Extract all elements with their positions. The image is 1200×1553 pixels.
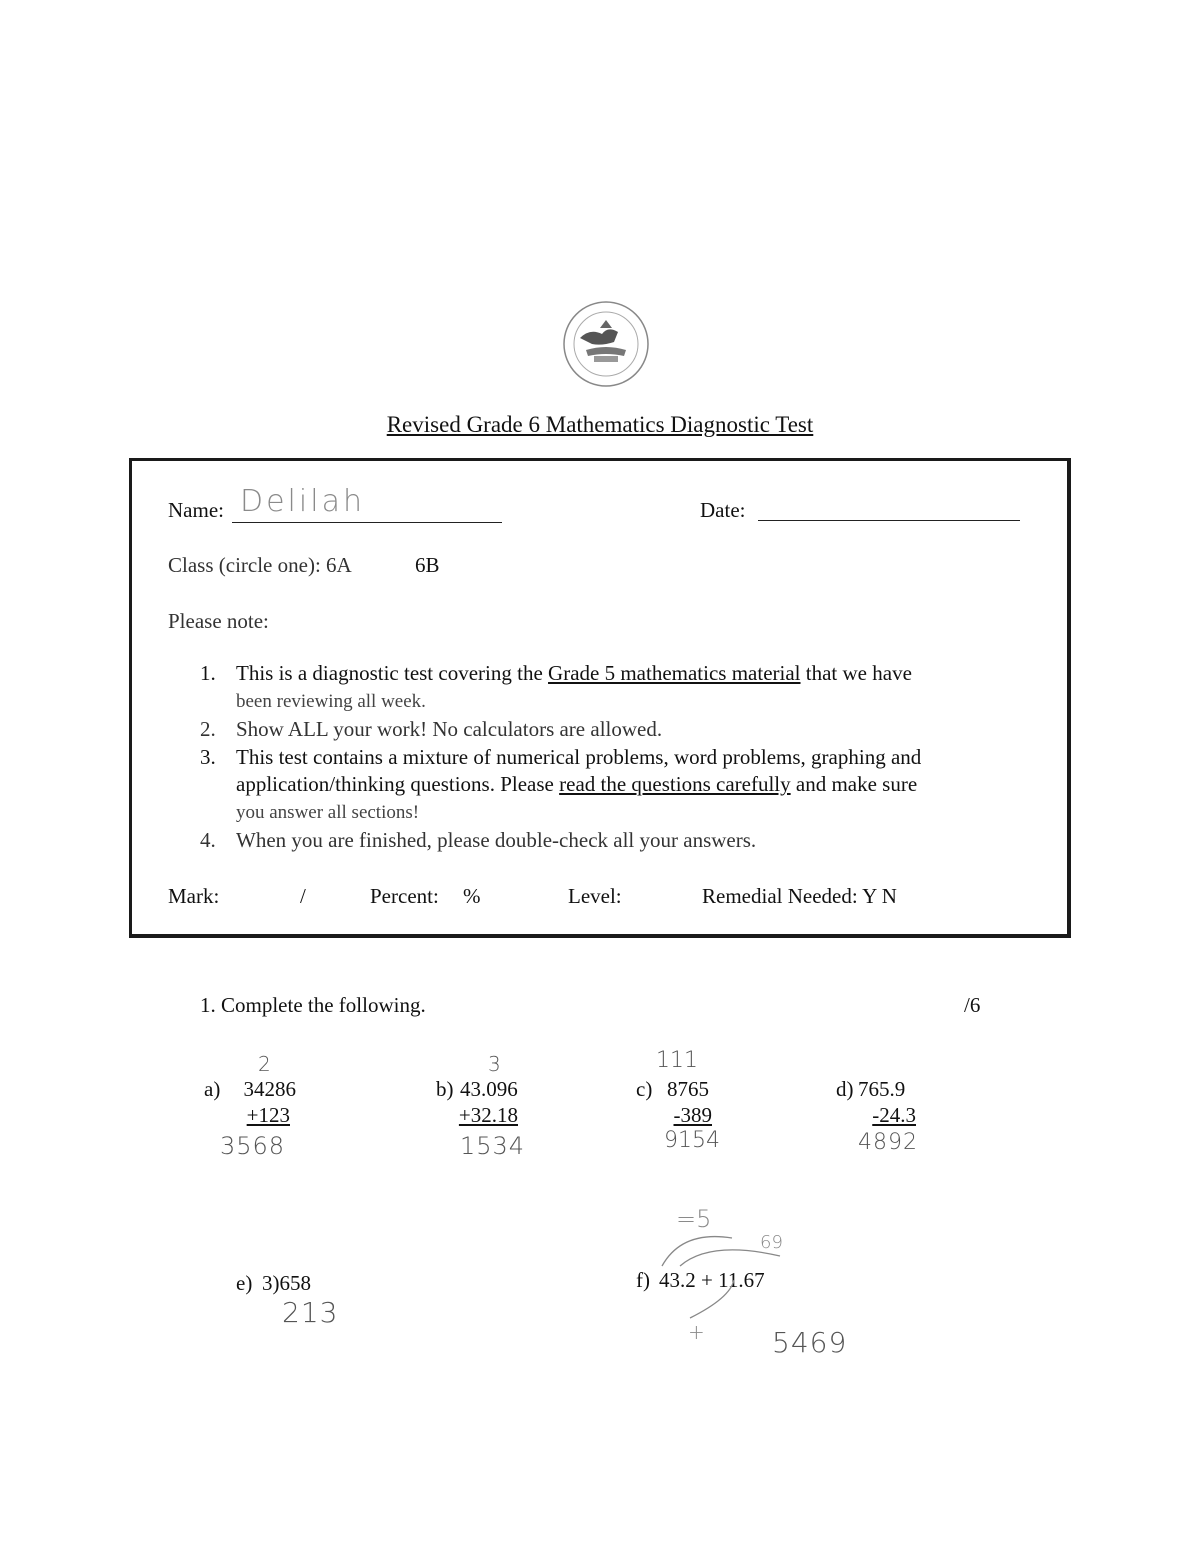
question-1-label: 1. Complete the following. — [200, 993, 426, 1017]
problem-b-answer: 1534 — [460, 1132, 526, 1160]
please-note-label: Please note: — [168, 609, 269, 633]
question-1-score: /6 — [964, 993, 981, 1017]
problem-d-top: 765.9 — [858, 1077, 906, 1101]
problem-b-bottom: +32.18 — [458, 1103, 518, 1127]
mark-label: Mark: — [168, 884, 220, 908]
problem-f-note-plus: + — [688, 1320, 708, 1344]
percent-label: Percent: — [370, 884, 439, 908]
class-option-6b: 6B — [415, 553, 440, 577]
problem-c-top: 8765 — [667, 1077, 709, 1101]
instruction-1: 1. This is a diagnostic test covering the Grade 5 mathematics material that we have been reviewing all week. — [200, 661, 912, 712]
problem-e-answer: 213 — [282, 1296, 339, 1329]
instructions-list — [200, 660, 1040, 855]
problem-f-expr: 43.2 + 11.67 — [659, 1268, 765, 1292]
test-page: Revised Grade 6 Mathematics Diagnostic Test Name: Delilah Date: Class (circle one): 6A 6B Please note: 1. This is a diagnostic test covering the Grade 5 mathematics material that we have been reviewing all week. 2. Show ALL your work! No calculators are allowed. 3. This test contains a mixture of numerical problems, word problems, graphing and application/thinking questions. Please read the questions carefully and make sure you answer all sections! 4. When you are finished, please double-check all your answers. Mark: / Percent: % Level: Remedial Needed: Y N 1. Complete the following. /6 a) 2 34286 +123 3568 b) 3 43.096 +32.18 1534 c) 111 8765 -389 9154 d) 765.9 -24.3 4892 e) 3)658 213 f) 43.2 + 11.67 =5 69 + 5469 — [0, 0, 1200, 1553]
problem-b-carry: 3 — [488, 1052, 504, 1076]
date-label: Date: — [700, 498, 746, 522]
name-value: Delilah — [240, 484, 365, 519]
document-title: Revised Grade 6 Mathematics Diagnostic Test — [386, 412, 814, 437]
date-line — [758, 520, 1020, 521]
problem-f-answer: 5469 — [772, 1326, 848, 1359]
problem-f-circle-marks — [640, 1222, 800, 1322]
problem-a-carry: 2 — [258, 1052, 274, 1076]
problem-d-bottom: -24.3 — [872, 1103, 916, 1127]
instruction-4: 4. When you are finished, please double-check all your answers. — [200, 828, 757, 852]
remedial-label: Remedial Needed: Y N — [702, 884, 897, 908]
instruction-3: 3. This test contains a mixture of numerical problems, word problems, graphing and application/thinking questions. Please read the questions carefully and make sure you answer all sections! — [200, 745, 922, 823]
name-line — [232, 522, 502, 523]
level-label: Level: — [568, 884, 622, 908]
problem-f-note-side: 69 — [760, 1232, 783, 1253]
instruction-2: 2. Show ALL your work! No calculators are allowed. — [200, 717, 663, 741]
class-label: Class (circle one): 6A — [168, 553, 352, 577]
problem-f-note-top: =5 — [676, 1205, 712, 1233]
problem-a-top: 34286 — [243, 1077, 296, 1101]
problem-c-answer: 9154 — [664, 1128, 720, 1153]
problem-a-answer: 3568 — [220, 1132, 286, 1160]
problem-e-expr: 3)658 — [262, 1271, 311, 1295]
problem-c-carry: 111 — [656, 1048, 698, 1073]
problem-c-bottom: -389 — [673, 1103, 712, 1127]
problem-a-bottom: +123 — [246, 1103, 290, 1127]
name-label: Name: — [168, 498, 224, 522]
school-crest-icon — [560, 298, 652, 390]
problem-d-answer: 4892 — [858, 1130, 918, 1155]
mark-slash: / — [300, 884, 306, 908]
percent-sign: % — [463, 884, 481, 908]
problem-b-top: 43.096 — [460, 1077, 518, 1101]
